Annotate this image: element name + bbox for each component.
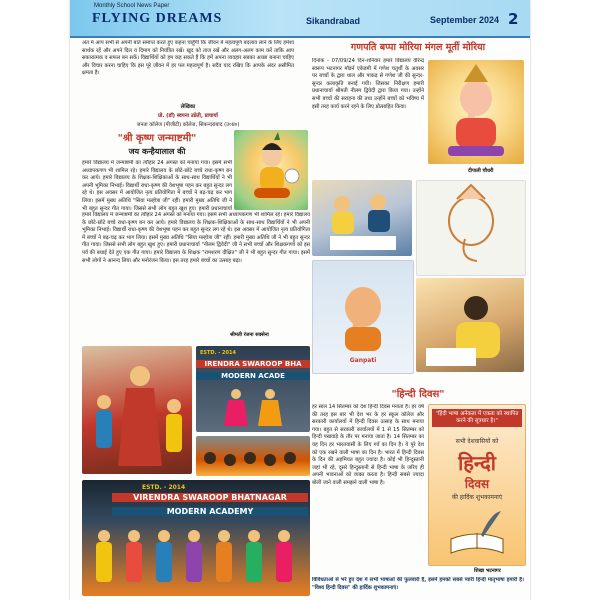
krishna-text-part1: हमारे विद्यालय में जन्माष्टमी का त्यौहार 24 अगस्त को मनाया गया। इसमें सभी अध्यापकगण भी शामिल रहे। हमारे विद्यालय के छोटे-छोटे बच्चे राधा-कृष्ण बन कर आये। हमारे विद्यालय के शिक्षक-शिक्षिकाओं के साथ-साथ विद्यार्थियों ने भी अपनी भूमिका निभाई। विद्यार्थी राधा-कृष्ण की वेशभूषा पहन कर बहुत सुन्दर लग रहे थे। इस अवसर में आयोजित नृत्य प्रतियोगिता में बच्चों ने बढ़-चढ़ कर भाग लिया। इसमें मुख्य अतिथि "सिया मल्होत्रा जी" रहीं। हमारी मुख्य अतिथि जी ने भी बहुत सुन्दर गीत गाया। जिससे सभी लोग बहुत खुश हुए। हमारी प्रधानाचार्या bbox=[82, 160, 232, 212]
art-label: Ganpati bbox=[349, 357, 377, 364]
hindi-credit: शिखा भटनागर bbox=[474, 568, 501, 574]
masthead-date: September 2024 bbox=[430, 15, 500, 25]
newspaper-page bbox=[70, 0, 530, 600]
stage-performance-photo bbox=[196, 346, 310, 432]
ganpati-credit: दीपाली चौधरी bbox=[468, 168, 494, 174]
banner-small-name: IRENDRA SWAROOP BHA bbox=[196, 360, 310, 368]
ganpati-title: गणपति बप्पा मोरिया मंगल मूर्ती मोरिया bbox=[350, 42, 486, 53]
krishna-child-photo bbox=[234, 130, 308, 210]
banner-estd: ESTD. - 2014 bbox=[142, 484, 186, 491]
teacher-children-icon bbox=[82, 346, 192, 474]
masthead-title: FLYING DREAMS bbox=[92, 11, 223, 26]
dancers-icon bbox=[196, 386, 310, 432]
hindi-diwas-poster bbox=[428, 404, 526, 566]
banner-small-estd: ESTD. - 2014 bbox=[200, 350, 236, 356]
art-activity-photo-1 bbox=[312, 180, 412, 256]
banner-small-line: MODERN ACADE bbox=[196, 372, 310, 380]
banner-line: MODERN ACADEMY bbox=[112, 507, 308, 516]
ganesha-idol-photo bbox=[428, 60, 524, 164]
hindi-closing: विविधताओं से भरे हुए देश में सभी भाषाओं की फुलवारी है, इसमें हमको सबसे प्यारी हिन्दी मातृभाषा हमारी है। "विश्व हिन्दी दिवस" की हार्दिक शुभकामनाएं। bbox=[312, 577, 524, 591]
poster-big2: दिवस bbox=[464, 477, 490, 491]
intro-author: प्रो. (डॉ) स्वपना उप्रेती, प्राचार्या bbox=[158, 113, 218, 119]
poster-line2: की हार्दिक शुभकामनाएं bbox=[451, 494, 503, 501]
krishna-text: हमारे विद्यालय में जन्माष्टमी का त्यौहार 24 अगस्त को मनाया गया। इसमें सभी अध्यापकगण भी शामिल रहे। हमारे विद्यालय के छोटे-छोटे बच्चे राधा-कृष्ण बन कर आये। हमारे विद्यालय के शिक्षक-शिक्षिकाओं के साथ-साथ विद्यार्थियों ने भी अपनी भूमिका निभाई। विद्यार्थी राधा-कृष्ण की वेशभूषा पहन कर बहुत सुन्दर लग रहे थे। इस अवसर में आयोजित नृत्य प्रतियोगिता में बच्चों ने बढ़-चढ़ कर भाग लिया। इसमें मुख्य अतिथि "सिया मल्होत्रा जी" रहीं। हमारी मुख्य अतिथि जी ने भी बहुत सुन्दर गीत गाया। जिससे सभी लोग बहुत खुश हुए। हमारी प्रधानाचार्या "नीलम द्विवेदी" जी ने सभी बच्चों और शिक्षकगणों को इस पर्व की बधाई देते हुए एक गीत गाया। हमारे विद्यालय के शिक्षक "रामशरण दीक्षित" जी ने भी बहुत सुन्दर गीत गाया। इसमें सभी लोगों ने आनन्द लिया और मनोरंजन किया। इस तरह हमारे बच्चों का उत्साह बढ़ा। bbox=[82, 212, 310, 264]
krishna-credit: श्रीमती रंजना सक्सेना bbox=[230, 332, 269, 338]
audience-icon bbox=[196, 436, 310, 476]
intro-org: जनता कॉलेज (पीजीटी) कॉलेज, सिकन्दराबाद (उ०प्र०) bbox=[136, 122, 240, 128]
ganesha-sketch-photo bbox=[416, 180, 526, 276]
book-feather-icon bbox=[447, 509, 507, 557]
ganpati-text: दिनांक - 07/09/24 दिन-शनिवार हमारे विद्यालय वीरेन्द्र स्वरूप भटनागर मॉडर्न एकेडमी में गणेश चतुर्थी के अवसर पर बच्चों के द्वारा थाल और पाकड़ से गणेश जी की सुन्दर-सुन्दर कलाकृति बनाई गयी। जिसका निरीक्षण हमारी प्रधानाचार्या श्रीमती नीलम द्विवेदी द्वारा किया गया। उन्होंने सभी बच्चों की सराहना की तथा उन्होंने बच्चों को भविष्य में इसी तरह कार्य करने रहने के लिए प्रोत्साहित किया। bbox=[312, 58, 424, 110]
krishna-illustration-icon bbox=[234, 130, 308, 210]
student-painting-photo bbox=[416, 278, 524, 372]
janmashtami-photo-1 bbox=[82, 346, 192, 474]
ganesha-icon bbox=[428, 60, 524, 164]
intro-sign-label: लेखिका bbox=[180, 104, 196, 110]
krishna-subtitle: जय कन्हैयालाल की bbox=[128, 147, 186, 156]
students-drawing-icon bbox=[312, 180, 412, 256]
student-painting-icon bbox=[416, 278, 524, 372]
hindi-title: "हिन्दी दिवस" bbox=[391, 389, 445, 400]
ganesha-art-photo bbox=[312, 260, 414, 374]
masthead bbox=[70, 0, 530, 38]
krishna-title: "श्री कृष्ण जन्माष्टमी" bbox=[117, 133, 197, 144]
poster-big: हिन्दी bbox=[458, 451, 496, 475]
banner-name: VIRENDRA SWAROOP BHATNAGAR bbox=[112, 493, 308, 502]
poster-quote: "हिंदी भाषा अनेकता में एकता को स्थापित करने की सूत्रधार है।" bbox=[432, 409, 522, 427]
page-number: 2 bbox=[508, 10, 519, 28]
ganesha-sketch-icon bbox=[417, 181, 525, 275]
masthead-city: Sikandrabad bbox=[306, 16, 361, 26]
children-group-icon bbox=[82, 522, 310, 596]
group-photo bbox=[82, 480, 310, 596]
masthead-subtitle: Monthly School News Paper bbox=[94, 3, 170, 9]
intro-text: अंत में आप सभी से अपनी बातें समाप्त करते हुए कहना चाहूँगी कि जीवन में महत्वपूर्ण बदलाव लाने के लिए हमेशा सार्थक रहें और अपने दिल व दिमाग को नियंत्रित रखें। खुद को ताज रखें और अलग-अलग काम करें ताकि आप सकारात्मक व सफल बन सकें। विद्यार्थियों को हम कह सकते हैं कि हमें अपना व्यवहार सबका अच्छा बनाना चाहिए और विचार करना चाहिए कि इस पूरे जीवन में हर पल महत्वपूर्ण है। सदैव याद रखिए कि आपके अंदर असीमित क्षमता है। bbox=[82, 40, 294, 77]
audience-photo bbox=[196, 436, 310, 476]
hindi-text: हर साल 14 सितम्बर को देश हिन्दी दिवस मनाता है। हर वर्ष की तरह इस बार भी देश भर के हर स्कूल कॉलेज और सरकारी कार्यालयों में हिन्दी दिवस उत्साह के साथ मनाया गया। बहुत से सरकारी कार्यालयों में 1 से 15 सितम्बर को हिन्दी पखवाड़े के तौर पर मनाया जाता है। 14 सितम्बर का यह दिन हर भारतवासी के लिए गर्व का दिन है। ये पूरे देश को एक रखने वाली भाषा का दिन है। भारत में हिन्दी दिवस के दिन की अहमियत बहुत ज्यादा है। कोई भी हिन्दुस्तानी जहां भी रहे, दूसरे हिन्दुस्तानी से हिन्दी भाषा के जरिए ही अपनी भावनाओं को व्यक्त करता है। हिन्दी सबसे ज्यादा बोली जाने वाली समझने वाली भाषा है। bbox=[312, 404, 424, 486]
poster-line1: सभी देशवासियों को bbox=[455, 438, 499, 445]
